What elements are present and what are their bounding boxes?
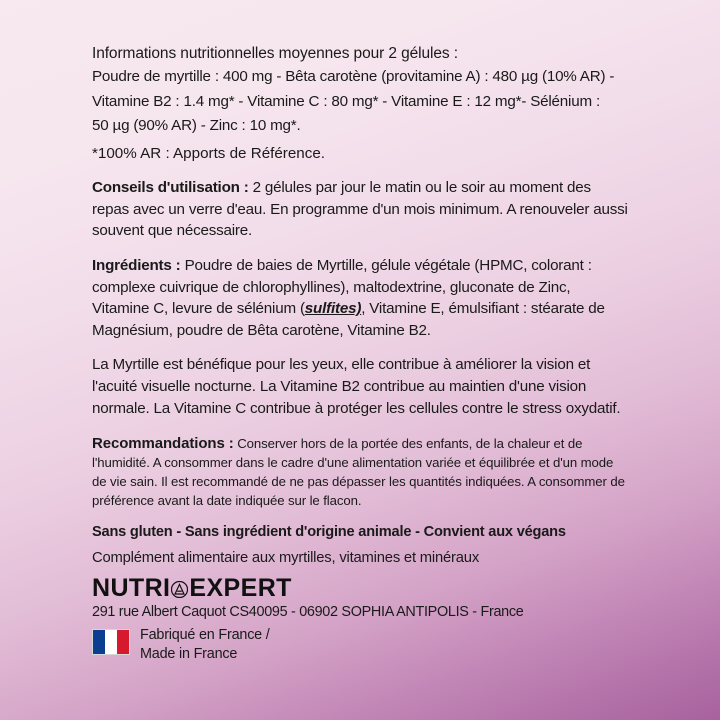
company-address: 291 rue Albert Caquot CS40095 - 06902 SOPHIA ANTIPOLIS - France (92, 603, 524, 620)
recommendations-paragraph (92, 433, 628, 511)
usage-section (92, 177, 628, 242)
brand-text (92, 574, 292, 603)
usage-label: Conseils d'utilisation : (92, 179, 249, 197)
nutrition-line-1: Poudre de myrtille : 400 mg - Bêta carotène (provitamine A) : 480 µg (10% AR) - (92, 68, 615, 86)
recommendations-label: Recommandations : (92, 435, 234, 453)
ingredients-allergen-emphasis: sulfites) (304, 300, 362, 318)
ingredients-text-after: , Vitamine E, émulsifiant : stéarate de Magnésium, poudre de Bêta carotène, Vitamine B2. (92, 300, 605, 339)
triangle-a-logo-icon (171, 581, 188, 598)
ingredients-text-before: Poudre de baies de Myrtille, gélule végétale (HPMC, colorant : complexe cuivrique de chlorophyllines), maltodextrine, gluconate de Zinc, Vitamine C, levure de sélénium ( (92, 257, 592, 318)
ingredients-section (92, 255, 628, 341)
made-in-text (140, 626, 270, 664)
supplement-description: Complément alimentaire aux myrtilles, vitamines et minéraux (92, 549, 480, 566)
nutrition-line-3: 50 µg (90% AR) - Zinc : 10 mg*. (92, 116, 301, 134)
usage-text: 2 gélules par jour le matin ou le soir au moment des repas avec un verre d'eau. En programme d'un mois minimum. A renouveler aussi souvent que nécessaire. (92, 179, 628, 240)
nutrition-section (92, 44, 628, 164)
made-in-france-row (92, 626, 628, 664)
free-from-statement: Sans gluten - Sans ingrédient d'origine animale - Convient aux végans (92, 523, 566, 540)
brand-logo (92, 574, 628, 603)
recommendations-section (92, 433, 628, 511)
nutrition-line-2: Vitamine B2 : 1.4 mg* - Vitamine C : 80 mg* - Vitamine E : 12 mg*- Sélénium : (92, 92, 600, 110)
ingredients-label: Ingrédients : (92, 257, 181, 275)
made-in-line-1: Fabriqué en France / (140, 626, 270, 643)
brand-name-part1: NUTRI (92, 573, 171, 602)
label-content (92, 44, 628, 664)
nutrition-heading: Informations nutritionnelles moyennes pour 2 gélules : (92, 45, 458, 62)
ingredients-paragraph (92, 255, 628, 341)
made-in-line-2: Made in France (140, 645, 238, 662)
nutrition-footnote: *100% AR : Apports de Référence. (92, 145, 326, 163)
french-flag-icon (92, 629, 130, 655)
usage-paragraph (92, 177, 628, 242)
health-claims-paragraph: La Myrtille est bénéfique pour les yeux, elle contribue à améliorer la vision et l'acuité visuelle nocturne. La Vitamine B2 contribue au maintien d'une vision normale. La Vitamine C contribue à protéger les cellules contre le stress oxydatif. (92, 356, 621, 417)
brand-name-part2: EXPERT (189, 573, 292, 602)
recommendations-text: Conserver hors de la portée des enfants, de la chaleur et de l'humidité. A consommer dans le cadre d'une alimentation variée et équilibrée et d'un mode de vie sain. Il est recommandé de ne pas dépasser les quantités indiquées. A consommer de préférence avant la date indiquée sur le flacon. (92, 436, 625, 508)
